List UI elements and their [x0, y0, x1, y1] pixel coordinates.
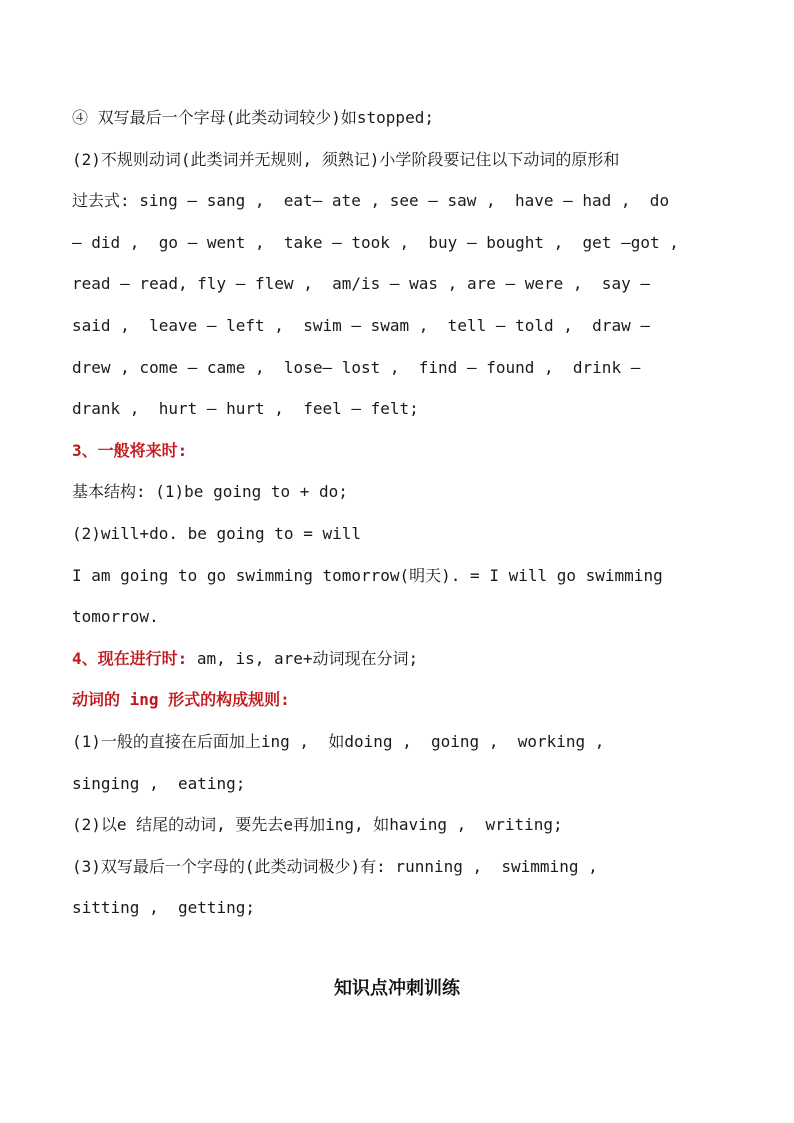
section-4-subtitle: 动词的 ing 形式的构成规则:	[72, 690, 290, 710]
section-4-title: 4、现在进行时:	[72, 648, 188, 668]
text-line: said , leave – left , swim – swam , tell – told , draw –	[72, 315, 650, 335]
text-line: 基本结构: (1)be going to + do;	[72, 482, 348, 502]
text-line: (2)以e 结尾的动词, 要先去e再加ing, 如having , writing;	[72, 815, 563, 835]
section-4-title-rest: am, is, are+动词现在分词;	[187, 648, 419, 668]
text-line: I am going to go swimming tomorrow(明天). = I will go swimming	[72, 565, 663, 585]
text-line: – did , go – went , take – took , buy – bought , get –got ,	[72, 232, 679, 252]
text-line: read – read, fly – flew , am/is – was , are – were , say –	[72, 274, 650, 294]
text-line: (3)双写最后一个字母的(此类动词极少)有: running , swimming ,	[72, 856, 598, 876]
text-line: singing , eating;	[72, 773, 246, 793]
text-line: (2)不规则动词(此类词并无规则, 须熟记)小学阶段要记住以下动词的原形和	[72, 149, 620, 169]
text-line: 过去式: sing – sang , eat– ate , see – saw , have – had , do	[72, 191, 670, 211]
text-line: ④ 双写最后一个字母(此类动词较少)如stopped;	[72, 108, 434, 127]
section-4-line	[72, 638, 732, 680]
text-line: (2)will+do. be going to = will	[72, 523, 361, 543]
footer-heading: 知识点冲刺训练	[334, 978, 460, 999]
text-line: drank , hurt – hurt , feel – felt;	[72, 399, 419, 419]
document-body	[72, 97, 732, 929]
text-line: (1)一般的直接在后面加上ing , 如doing , going , working ,	[72, 731, 605, 751]
section-3-title: 3、一般将来时:	[72, 440, 188, 460]
text-line: drew , come – came , lose– lost , find – found , drink –	[72, 357, 641, 377]
text-line: tomorrow.	[72, 607, 159, 627]
text-line: sitting , getting;	[72, 898, 256, 918]
